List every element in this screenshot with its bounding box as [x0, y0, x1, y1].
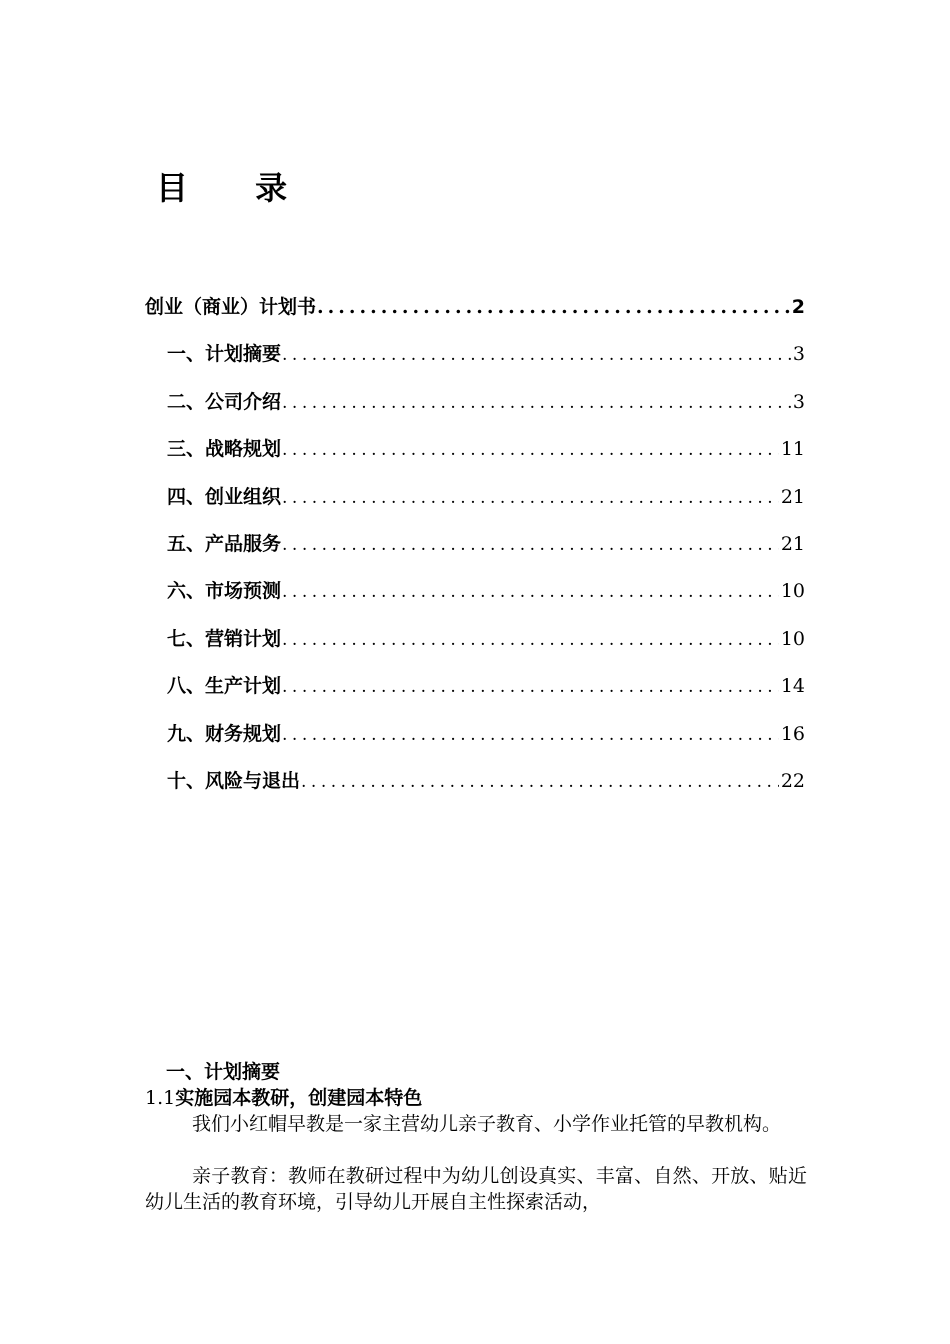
toc-entry-label: 一、计划摘要 — [167, 343, 282, 366]
toc-dot-leader — [301, 759, 779, 806]
toc-entry-market-forecast[interactable] — [145, 568, 805, 615]
toc-entry-label: 十、风险与退出 — [167, 769, 301, 792]
toc-title: 目 录 — [156, 169, 316, 207]
toc-entry-page: 10 — [780, 627, 805, 650]
subsection-title: 实施园本教研，创建园本特色 — [175, 1087, 423, 1109]
toc-entry-business-plan[interactable] — [145, 284, 805, 331]
toc-entry-label: 七、营销计划 — [167, 627, 282, 650]
toc-entry-page: 21 — [780, 532, 805, 555]
toc-entry-label: 二、公司介绍 — [167, 390, 282, 413]
toc-entry-label: 九、财务规划 — [167, 722, 282, 745]
subsection-heading — [145, 1085, 422, 1111]
toc-entry-strategy[interactable] — [145, 426, 805, 473]
toc-entry-page: 10 — [780, 580, 805, 603]
toc-dot-leader — [282, 569, 779, 616]
toc-entry-page: 11 — [780, 438, 805, 461]
toc-entry-page: 14 — [780, 675, 805, 698]
toc-dot-leader — [282, 380, 791, 427]
toc-dot-leader — [282, 712, 779, 759]
toc-dot-leader — [282, 617, 779, 664]
toc-entry-page: 3 — [792, 343, 805, 366]
toc-entry-label: 三、战略规划 — [167, 438, 282, 461]
toc-entry-products[interactable] — [145, 521, 805, 568]
toc-entry-company-intro[interactable] — [145, 379, 805, 426]
toc-entry-finance[interactable] — [145, 711, 805, 758]
toc-entry-page: 16 — [780, 722, 805, 745]
toc-dot-leader — [282, 664, 779, 711]
body-paragraph: 我们小红帽早教是一家主营幼儿亲子教育、小学作业托管的早教机构。 — [192, 1113, 782, 1135]
toc-entry-label: 六、市场预测 — [167, 580, 282, 603]
toc-dot-leader — [282, 475, 779, 522]
toc-entry-label: 五、产品服务 — [167, 532, 282, 555]
toc-entry-production[interactable] — [145, 663, 805, 710]
toc-entry-page: 22 — [780, 769, 805, 792]
table-of-contents — [145, 284, 805, 805]
toc-entry-risk-exit[interactable] — [145, 758, 805, 805]
toc-dot-leader — [282, 427, 779, 474]
body-paragraph: 亲子教育：教师在教研过程中为幼儿创设真实、丰富、自然、开放、贴近幼儿生活的教育环境，引导幼儿开展自主性探索活动， — [145, 1165, 807, 1213]
section-heading: 一、计划摘要 — [166, 1061, 281, 1083]
subsection-number: 1.1 — [145, 1087, 176, 1109]
toc-entry-page: 2 — [791, 296, 805, 318]
toc-entry-label: 创业（商业）计划书 — [145, 296, 317, 318]
toc-dot-leader — [317, 284, 790, 331]
toc-entry-marketing[interactable] — [145, 616, 805, 663]
toc-entry-page: 3 — [792, 390, 805, 413]
toc-entry-label: 四、创业组织 — [167, 485, 282, 508]
toc-dot-leader — [282, 332, 791, 379]
toc-entry-page: 21 — [780, 485, 805, 508]
toc-entry-organization[interactable] — [145, 474, 805, 521]
toc-dot-leader — [282, 522, 779, 569]
toc-entry-plan-summary[interactable] — [145, 331, 805, 378]
toc-entry-label: 八、生产计划 — [167, 675, 282, 698]
